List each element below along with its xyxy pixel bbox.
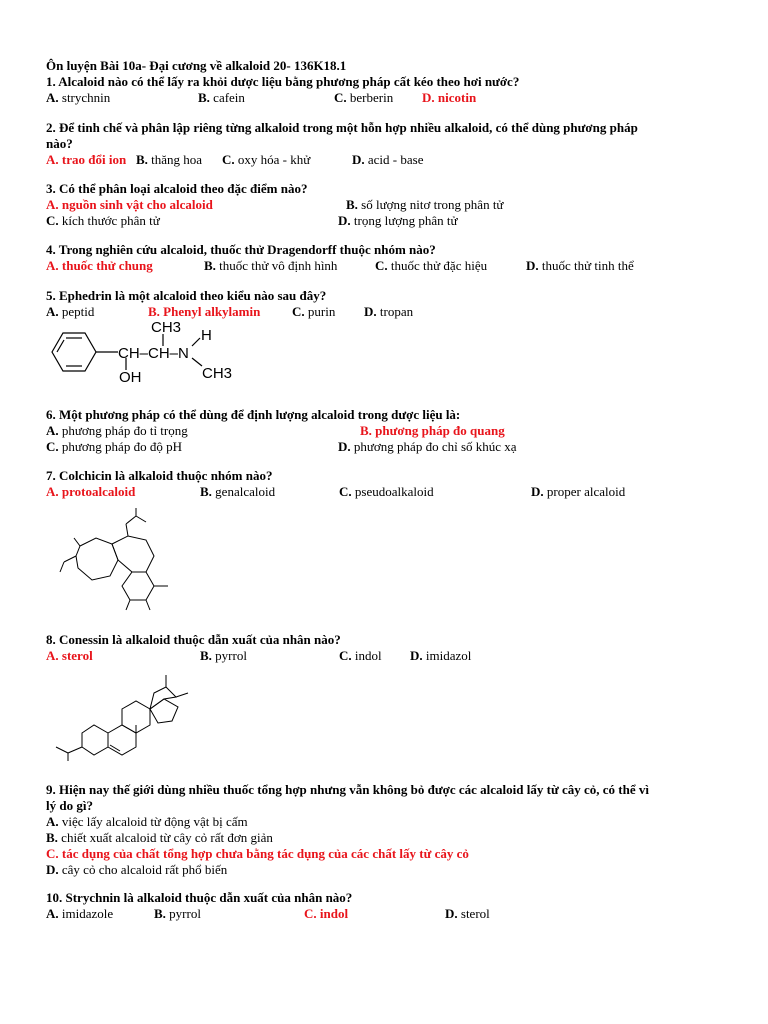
option-d: D. cây cỏ cho alcaloid rất phổ biến bbox=[46, 862, 228, 877]
option-b: B. pyrrol bbox=[200, 648, 247, 663]
options-row bbox=[46, 258, 726, 274]
option-d: D. acid - base bbox=[352, 152, 424, 167]
option-a: A. imidazole bbox=[46, 906, 114, 921]
option-c: C. phương pháp đo độ pH bbox=[46, 439, 182, 454]
options-row bbox=[46, 906, 726, 922]
option-a: A. phương pháp đo tỉ trọng bbox=[46, 423, 188, 438]
option-c: C. kích thước phân tử bbox=[46, 213, 160, 228]
ring-e bbox=[150, 687, 176, 709]
question-stem: 4. Trong nghiên cứu alcaloid, thuốc thử Dragendorff thuộc nhóm nào? bbox=[46, 242, 436, 257]
ring-d bbox=[150, 699, 178, 723]
option-a: A. strychnin bbox=[46, 90, 111, 105]
option-b: B. cafein bbox=[198, 90, 245, 105]
oh-label: OH bbox=[119, 369, 142, 386]
option-c-correct: C. indol bbox=[304, 906, 349, 921]
option-c: C. thuốc thử đặc hiệu bbox=[375, 258, 488, 273]
option-d: D. phương pháp đo chỉ số khúc xạ bbox=[338, 439, 517, 454]
question-9 bbox=[46, 782, 726, 878]
option-a: A. peptid bbox=[46, 304, 95, 319]
question-1 bbox=[46, 74, 726, 106]
question-stem: 5. Ephedrin là một alcaloid theo kiểu nào sau đây? bbox=[46, 288, 327, 303]
question-2 bbox=[46, 120, 726, 168]
option-b: B. thuốc thử vô định hình bbox=[204, 258, 338, 273]
question-stem: 6. Một phương pháp có thể dùng để định lượng alcaloid trong dược liệu là: bbox=[46, 407, 461, 422]
option-c: C. indol bbox=[339, 648, 382, 663]
question-10 bbox=[46, 890, 726, 922]
option-d: D. thuốc thử tinh thể bbox=[526, 258, 634, 273]
option-a-correct: A. trao đổi ion bbox=[46, 152, 127, 167]
question-8 bbox=[46, 632, 726, 664]
option-a: A. việc lấy alcaloid từ động vật bị cấm bbox=[46, 814, 248, 829]
option-b-correct: B. Phenyl alkylamin bbox=[148, 304, 261, 319]
conessin-structure bbox=[46, 663, 216, 763]
options-row bbox=[46, 90, 726, 106]
question-stem: 9. Hiện nay thế giới dùng nhiều thuốc tổng hợp nhưng vẫn không bỏ được các alcaloid lấy từ cây cỏ, có thể vì bbox=[46, 782, 650, 797]
options-row bbox=[46, 197, 726, 213]
option-b: B. số lượng nitơ trong phân tử bbox=[346, 197, 504, 212]
h-label: H bbox=[201, 327, 212, 344]
option-b: B. pyrrol bbox=[154, 906, 201, 921]
question-stem-continued: lý do gì? bbox=[46, 798, 93, 813]
question-7 bbox=[46, 468, 726, 500]
option-b: B. chiết xuất alcaloid từ cây cỏ rất đơn giản bbox=[46, 830, 273, 845]
option-a-correct: A. thuốc thử chung bbox=[46, 258, 153, 273]
question-4 bbox=[46, 242, 726, 274]
options-row bbox=[46, 648, 726, 664]
ephedrin-structure bbox=[46, 318, 256, 390]
option-c: C. pseudoalkaloid bbox=[339, 484, 434, 499]
question-stem: 2. Để tinh chế và phân lập riêng từng alkaloid trong một hỗn hợp nhiều alkaloid, có thể dùng phương pháp bbox=[46, 120, 638, 135]
option-c: C. oxy hóa - khử bbox=[222, 152, 311, 167]
option-a-correct: A. protoalcaloid bbox=[46, 484, 136, 499]
options-row bbox=[46, 213, 726, 229]
option-d: D. imidazol bbox=[410, 648, 472, 663]
ch3-label: CH3 bbox=[151, 319, 182, 336]
question-stem: 3. Có thể phân loại alcaloid theo đặc điểm nào? bbox=[46, 181, 308, 196]
options-row bbox=[46, 152, 726, 168]
option-c: C. purin bbox=[292, 304, 336, 319]
question-stem: 10. Strychnin là alkaloid thuộc dẫn xuất của nhân nào? bbox=[46, 890, 353, 905]
question-stem: 1. Alcaloid nào có thể lấy ra khỏi dược liệu bằng phương pháp cất kéo theo hơi nước? bbox=[46, 74, 520, 89]
option-c: C. berberin bbox=[334, 90, 394, 105]
colchicin-structure bbox=[46, 506, 196, 626]
options-row bbox=[46, 439, 726, 455]
seven-ring bbox=[112, 536, 154, 572]
ring-b bbox=[108, 725, 136, 755]
option-b-correct: B. phương pháp đo quang bbox=[360, 423, 505, 438]
question-stem: 7. Colchicin là alkaloid thuộc nhóm nào? bbox=[46, 468, 273, 483]
option-b: B. thăng hoa bbox=[136, 152, 203, 167]
question-stem-continued: nào? bbox=[46, 136, 73, 151]
question-5 bbox=[46, 288, 726, 320]
chain-label: CH–CH–N bbox=[118, 345, 189, 362]
question-3 bbox=[46, 181, 726, 229]
option-d: D. tropan bbox=[364, 304, 414, 319]
ring-a bbox=[82, 725, 108, 755]
benzene-ring bbox=[52, 333, 96, 371]
benzene-ring bbox=[122, 572, 154, 600]
question-stem: 8. Conessin là alkaloid thuộc dẫn xuất của nhân nào? bbox=[46, 632, 341, 647]
option-d: D. sterol bbox=[445, 906, 490, 921]
ch3-n-label: CH3 bbox=[202, 365, 233, 382]
option-d: D. trọng lượng phân tử bbox=[338, 213, 458, 228]
option-d-correct: D. nicotin bbox=[422, 90, 477, 105]
option-a-correct: A. nguồn sinh vật cho alcaloid bbox=[46, 197, 213, 212]
option-d: D. proper alcaloid bbox=[531, 484, 626, 499]
question-6 bbox=[46, 407, 726, 455]
document-title: Ôn luyện Bài 10a- Đại cương về alkaloid 20- 136K18.1 bbox=[46, 58, 347, 73]
option-b: B. genalcaloid bbox=[200, 484, 276, 499]
option-a-correct: A. sterol bbox=[46, 648, 93, 663]
options-row bbox=[46, 423, 726, 439]
options-row bbox=[46, 484, 726, 500]
option-c-correct: C. tác dụng của chất tổng hợp chưa bằng tác dụng của các chất lấy từ cây cỏ bbox=[46, 846, 469, 861]
